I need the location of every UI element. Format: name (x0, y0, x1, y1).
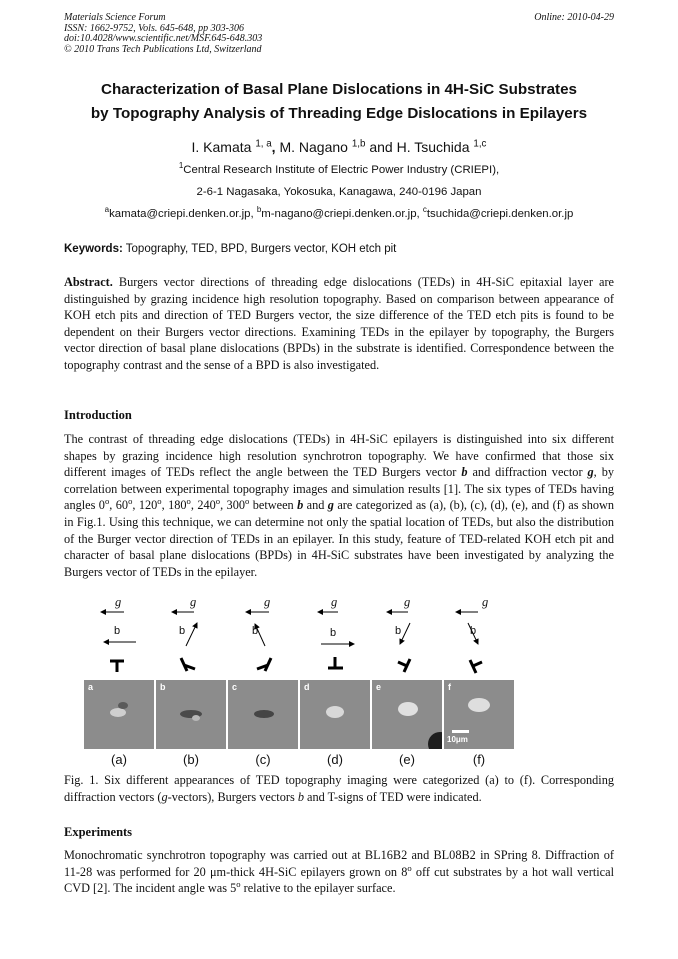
panel-label-d: (d) (327, 752, 343, 767)
ted-bright-spot (398, 702, 418, 716)
b-label-d: b (330, 627, 337, 639)
g-label-a: g (115, 595, 122, 609)
running-header (64, 13, 614, 55)
scale-bar-label: 10μm (447, 735, 468, 744)
author-2-sup: 1,b (351, 138, 366, 150)
vector-diagram (84, 596, 516, 680)
ted-dark-spot (254, 710, 274, 718)
keywords-text: Topography, TED, BPD, Burgers vector, KOH etch pit (122, 243, 397, 255)
author-3-sup: 1,c (473, 138, 487, 150)
topography-panel-f: f 10μm (444, 680, 514, 749)
issn: ISSN: 1662-9752, Vols. 645-648, pp 303-306 (64, 22, 244, 34)
paper-title (40, 78, 638, 126)
author-and: and (365, 139, 397, 155)
figure-1 (84, 596, 516, 768)
author-list (0, 139, 678, 155)
title-line-1: Characterization of Basal Plane Dislocations in 4H-SiC Substrates (100, 81, 577, 98)
g-label-b: g (190, 595, 197, 609)
experiments-heading: Experiments (64, 825, 133, 839)
t-sign-c (257, 658, 271, 671)
dark-corner (428, 732, 442, 749)
email-line: $^a$kamata@criepi.denken.or.jp, $^b$m-nagano@criepi.denken.or.jp, $^c$tsuchida@criepi.denken.or.jp (104, 205, 574, 220)
email-c: tsuchida@criepi.denken.or.jp (426, 208, 574, 220)
g-label-d: g (331, 595, 338, 609)
topography-panel-b: b (156, 680, 226, 749)
topography-panel-d: d (300, 680, 370, 749)
t-sign-f (470, 660, 482, 673)
introduction-text: The contrast of threading edge dislocations (TEDs) in 4H-SiC epilayers is distinguished into six different shapes by grazing incidence high resolution synchrotron topography. We have confirmed that those six different images of TEDs reflect the angle between the TED Burgers vector b and diffraction vector g, by correlation between experimental topography images and simulation results [1]. The six types of TEDs having angles 0$^o$, 60$^o$, 120$^o$, 180$^o$, 240$^o$, 300$^o$ between b and g are categorized as (a), (b), (c), (d), (e), and (f) as shown in Fig.1. Using this technique, we can determine not only the spatial location of TEDs, but also the distribution of the Burger vector direction of TEDs in an epilayer. In this study, feature of TED-related KOH etch pit and character of basal plane dislocations (BPDs) in 4H-SiC substrates have been investigated by analyzing the Burgers vector of TEDs in the epilayer. (64, 432, 615, 579)
figure-caption: Fig. 1. Six different appearances of TED topography imaging were categorized (a) to (f). Corresponding diffraction vectors (g-vectors), Burgers vectors b and T-signs of TED were indicated. (64, 773, 614, 804)
author-1: I. Kamata (191, 139, 252, 155)
b-vector-e (400, 623, 410, 644)
scale-bar (452, 730, 469, 733)
abstract (64, 274, 614, 374)
online-date: Online: 2010-04-29 (534, 12, 614, 23)
copyright: © 2010 Trans Tech Publications Ltd, Switzerland (64, 43, 262, 55)
ted-dark-spot (118, 702, 128, 709)
topography-panel-a: a (84, 680, 154, 749)
author-separator: , (271, 139, 276, 155)
b-label-f: b (470, 625, 477, 637)
keywords-label: Keywords: (64, 243, 123, 255)
topography-panel-c: c (228, 680, 298, 749)
b-label-c: b (252, 625, 259, 637)
t-sign-e (398, 659, 410, 672)
ted-bright-spot (110, 708, 126, 717)
ted-bright-spot (468, 698, 490, 712)
affiliation-line-1: $^1$Central Research Institute of Electric Power Industry (CRIEPI), (178, 161, 500, 176)
affiliation-sup: 1 (178, 161, 184, 171)
abstract-label: Abstract. (64, 275, 113, 289)
t-sign-a (110, 661, 124, 672)
b-vector-b (186, 623, 197, 646)
email-a: kamata@criepi.denken.or.jp, (109, 208, 257, 220)
topography-panel-e: e (372, 680, 442, 749)
author-3: H. Tsuchida (396, 139, 470, 155)
b-label-e: b (395, 625, 402, 637)
panel-label-f: (f) (472, 752, 486, 767)
ted-bright-spot (326, 706, 344, 718)
g-label-c: g (264, 595, 271, 609)
author-2: M. Nagano (275, 139, 348, 155)
email-b: m-nagano@criepi.denken.or.jp, (261, 208, 423, 220)
t-sign-b (181, 658, 195, 671)
panel-label-a: (a) (111, 752, 127, 767)
panel-label-b: (b) (183, 752, 199, 767)
abstract-text: Burgers vector directions of threading edge dislocations (TEDs) in 4H-SiC epitaxial layer are distinguished by grazing incidence high resolution topography. Based on comparison between appearance of KOH etch pits and direction of TED Burgers vector, the size difference of the TED etch pits is found to be dependent on their Burgers vector directions. Examining TEDs in the epilayer by topography, the Burgers vector direction of basal plane dislocations (BPDs) in the substrate is identified. Correspondence between the topography contrast and the sense of a BPD is also investigated. (64, 275, 614, 372)
panel-label-c: (c) (255, 752, 271, 767)
title-line-2: by Topography Analysis of Threading Edge Dislocations in Epilayers (90, 105, 588, 122)
introduction-heading: Introduction (64, 408, 132, 422)
affiliation-line-2: 2-6-1 Nagasaka, Yokosuka, Kanagawa, 240-0196 Japan (196, 186, 482, 198)
t-sign-d (328, 657, 343, 668)
experiments-text: Monochromatic synchrotron topography was carried out at BL16B2 and BL08B2 in SPring 8. Diffraction of 11-28 was performed for 20 μm-thick 4H-SiC epilayers grown on 8$^o$ off cut substrates by a hot wall vertical CVD [2]. The incident angle was 5$^o$ relative to the epilayer surface. (64, 848, 614, 896)
g-label-f: g (482, 595, 489, 609)
g-label-e: g (404, 595, 411, 609)
author-1-sup: 1, a (255, 138, 272, 150)
b-label-b: b (179, 625, 186, 637)
b-label-a: b (114, 625, 121, 637)
keywords (64, 243, 396, 255)
journal-name: Materials Science Forum (64, 12, 166, 23)
panel-label-e: (e) (399, 752, 415, 767)
ted-bright-spot (192, 715, 200, 721)
doi: doi:10.4028/www.scientific.net/MSF.645-648.303 (64, 33, 263, 44)
